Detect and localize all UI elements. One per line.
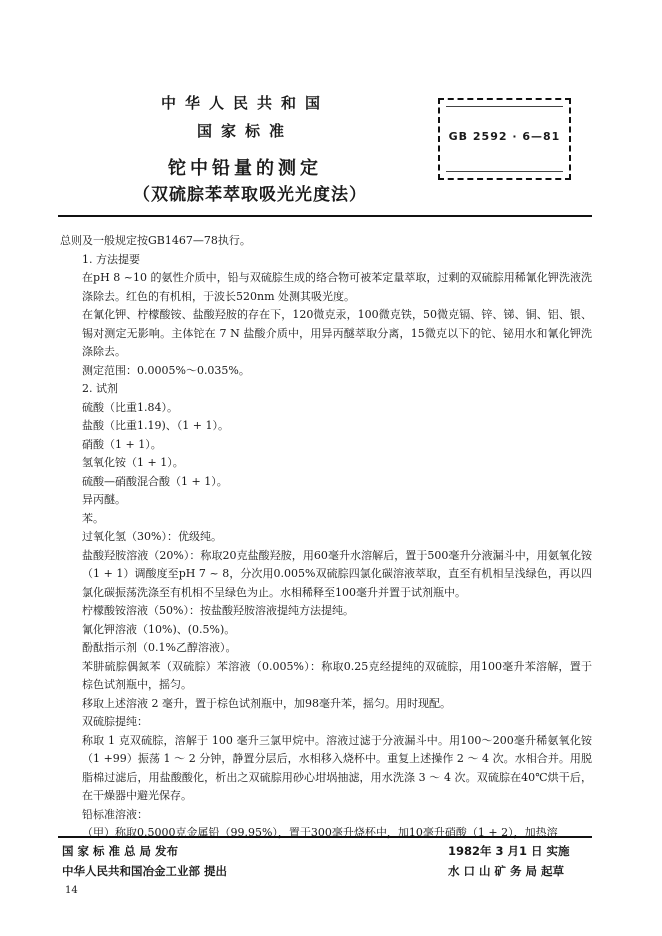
reagent-item: 异丙醚。 bbox=[82, 493, 126, 506]
standard-type: 国家标准 bbox=[196, 122, 293, 140]
footer-divider bbox=[58, 836, 592, 838]
reagent-item: 盐酸（比重1.19)、（1 + 1）。 bbox=[82, 419, 229, 432]
header-divider bbox=[58, 215, 592, 217]
dithizone-benzene-solution: 苯肼硫腙偶氮苯（双硫腙）苯溶液（0.005%）：称取0.25克经提纯的双硫腙，用100毫升苯溶解，置于棕色试剂瓶中，摇匀。 bbox=[82, 659, 592, 691]
purification-heading: 双硫腙提纯： bbox=[82, 715, 148, 728]
section-heading-principle: 1. 方法提要 bbox=[82, 252, 140, 266]
standard-code-box bbox=[438, 98, 571, 180]
reagent-item: 硫酸—硝酸混合酸（1 + 1）。 bbox=[82, 474, 228, 488]
reagent-item: 硝酸（1 + 1）。 bbox=[82, 437, 162, 451]
lead-standard-paragraph: （甲）称取0.5000克金属铅（99.95%），置于300毫升烧杯中，加10毫升硝酸（1 + 2），加热溶 bbox=[82, 826, 558, 839]
lead-standard-heading: 铅标准溶液： bbox=[82, 807, 148, 821]
phenolphthalein-indicator: 酚酞指示剂（0.1%乙醇溶液）。 bbox=[82, 641, 237, 654]
principle-paragraph-1: 在pH 8 ~10 的氨性介质中，铅与双硫腙生成的络合物可被苯定量萃取，过剩的双硫腙用稀氰化钾洗液洗涤除去。红色的有机相，于波长520nm 处测其吸光度。 bbox=[82, 271, 592, 303]
principle-paragraph-2: 在氰化钾、柠檬酸铵、盐酸羟胺的存在下，120微克汞，100微克铁，50微克镉、锌、锑、铜、铝、银、锡对测定无影响。主体铊在 7 N 盐酸介质中，用异丙醚萃取分离，15微克以下的铊、铋用水和氰化钾洗涤除去。 bbox=[82, 308, 592, 358]
hydroxylamine-solution: 盐酸羟胺溶液（20%）：称取20克盐酸羟胺，用60毫升水溶解后，置于500毫升分液漏斗中，用氨氧化铵（1 + 1）调酸度至pH 7 ~ 8，分次用0.005%双硫腙四氯化碳溶液萃取，直至有机相呈浅绿色，再以四氯化碳振荡洗涤至有机相不呈绿色为止。水相稀释至100毫升并置于试剂瓶中。 bbox=[82, 548, 592, 599]
footer-issuer: 国 家 标 准 总 局 发布 bbox=[62, 844, 179, 858]
purification-paragraph: 称取 1 克双硫腙，溶解于 100 毫升三氯甲烷中。溶液过滤于分液漏斗中。用100～200毫升稀氨氧化铵（1 +99）振荡 1 ～ 2 分钟，静置分层后，水相移入烧杯中。重复上述操作 2 ～ 4 次。水相合并。用脱脂棉过滤后，用盐酸酸化，析出之双硫腙用砂心坩埚抽滤，用水洗涤 3 ～ 4 次。双硫腙在40℃烘干后，在干燥器中避光保存。 bbox=[82, 733, 592, 802]
page-number: 14 bbox=[65, 885, 78, 896]
reagent-item: 氢氧化铵（1 + 1）。 bbox=[82, 456, 184, 469]
page-subtitle: （双硫腙苯萃取吸光光度法） bbox=[133, 185, 367, 205]
footer-effective-date: 1982年 3 月1 日 实施 bbox=[448, 844, 570, 858]
page-title: 铊中铅量的测定 bbox=[168, 158, 322, 179]
transfer-instruction: 移取上述溶液 2 毫升，置于棕色试剂瓶中，加98毫升苯，摇匀。用时现配。 bbox=[82, 696, 451, 710]
cyanide-solution: 氰化钾溶液（10%)、(0.5%)。 bbox=[82, 622, 236, 636]
citrate-solution: 柠檬酸铵溶液（50%）：按盐酸羟胺溶液提纯方法提纯。 bbox=[82, 604, 354, 617]
reagent-item: 硫酸（比重1.84）。 bbox=[82, 400, 178, 414]
reagent-item: 苯。 bbox=[82, 511, 104, 525]
country-name: 中华人民共和国 bbox=[160, 94, 329, 112]
footer-drafter: 水 口 山 矿 务 局 起草 bbox=[448, 864, 565, 878]
footer-proposer: 中华人民共和国冶金工业部 提出 bbox=[62, 864, 228, 878]
standard-code: GB 2592 · 6—81 bbox=[448, 130, 561, 143]
section-heading-reagents: 2. 试剂 bbox=[82, 382, 118, 395]
reagent-item: 过氧化氢（30%）：优级纯。 bbox=[82, 530, 222, 543]
document-body bbox=[60, 232, 592, 843]
measurement-range: 测定范围：0.0005%～0.035%。 bbox=[82, 363, 250, 377]
general-rule: 总则及一般规定按GB1467—78执行。 bbox=[60, 234, 251, 247]
